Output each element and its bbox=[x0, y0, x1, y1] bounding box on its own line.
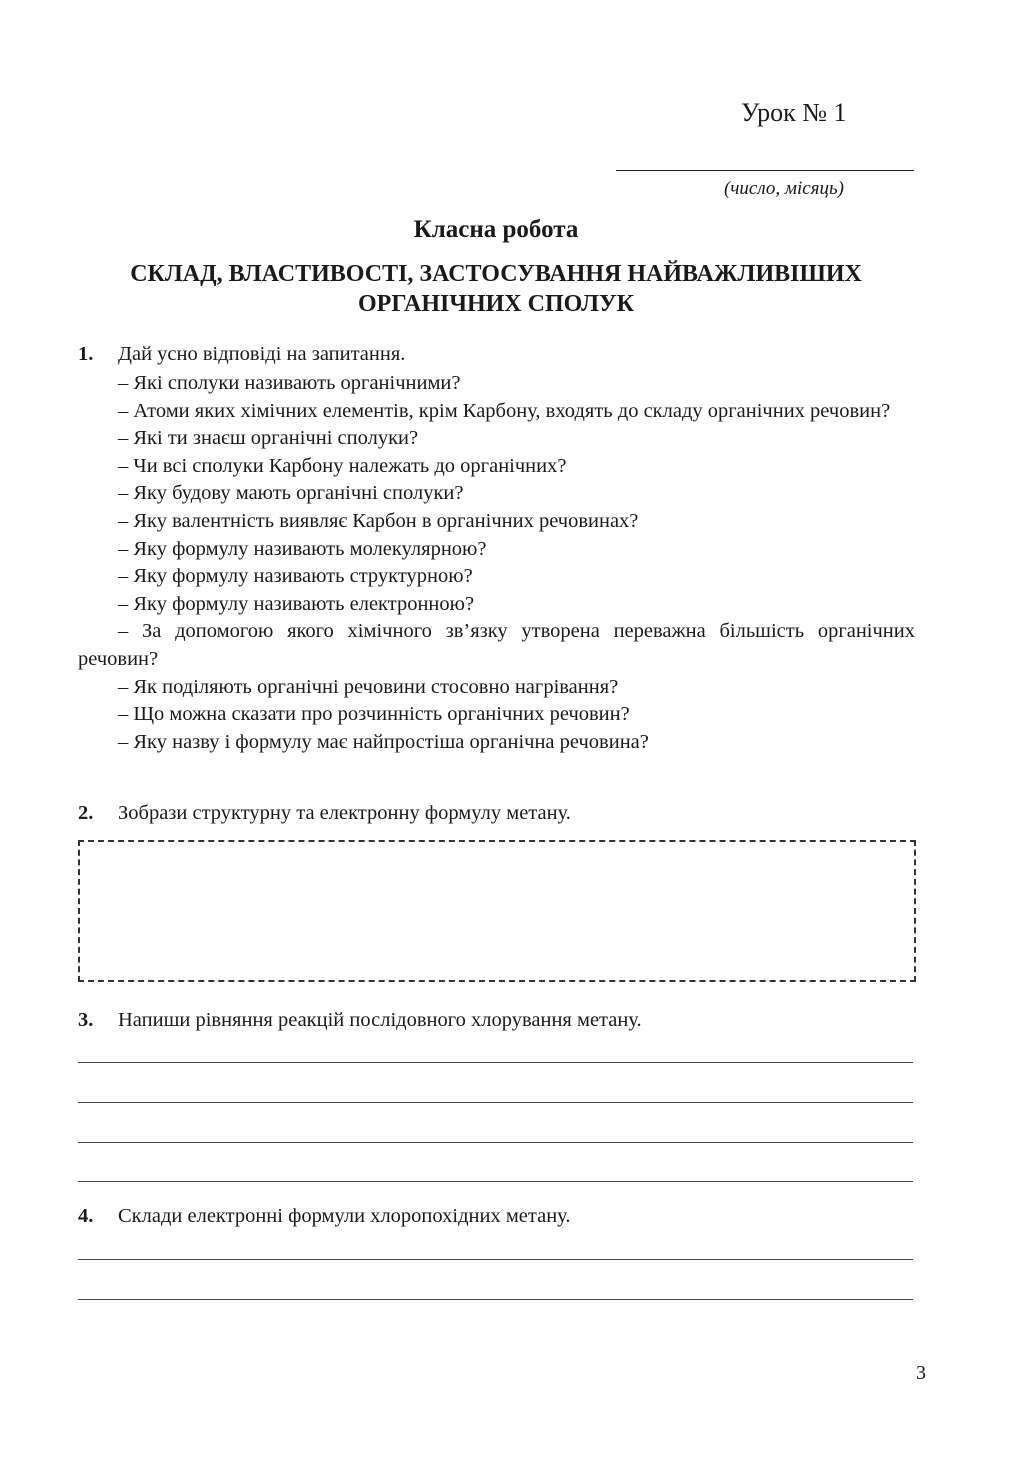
topic-title-line-2: ОРГАНІЧНИХ СПОЛУК bbox=[358, 291, 634, 317]
task-1 bbox=[78, 343, 915, 366]
answer-line[interactable] bbox=[78, 1259, 913, 1260]
answer-line[interactable] bbox=[78, 1062, 913, 1063]
answer-line[interactable] bbox=[78, 1181, 913, 1182]
task-text: Зобрази структурну та електронну формулу метану. bbox=[118, 802, 571, 824]
question-item: – Що можна сказати про розчинність органічних речовин? bbox=[118, 703, 630, 726]
question-item: – Атоми яких хімічних елементів, крім Карбону, входять до складу органічних речовин? bbox=[118, 399, 891, 422]
task-3 bbox=[78, 1009, 915, 1032]
task-number: 1. bbox=[78, 343, 94, 365]
question-item: – Яку будову мають органічні сполуки? bbox=[118, 482, 464, 505]
question-item: – За допомогою якого хімічного зв’язку утворена переважна більшість органічних речовин? bbox=[78, 620, 915, 670]
question-item: – Яку формулу називають електронною? bbox=[118, 592, 475, 615]
question-item: – Чи всі сполуки Карбону належать до органічних? bbox=[118, 454, 567, 477]
question-list bbox=[78, 370, 915, 756]
task-4 bbox=[78, 1205, 915, 1228]
answer-line[interactable] bbox=[78, 1299, 913, 1300]
question-item: – Які ти знаєш органічні сполуки? bbox=[118, 427, 419, 450]
date-caption: (число, місяць) bbox=[724, 178, 844, 199]
task-text: Дай усно відповіді на запитання. bbox=[118, 343, 406, 365]
task-text: Склади електронні формули хлоропохідних метану. bbox=[118, 1205, 571, 1227]
lesson-number: Урок № 1 bbox=[741, 98, 847, 127]
question-item: – Як поділяють органічні речовини стосовно нагрівання? bbox=[118, 675, 619, 698]
date-input-line[interactable] bbox=[616, 170, 914, 171]
question-item: – Які сполуки називають органічними? bbox=[118, 372, 461, 394]
task-number: 2. bbox=[78, 802, 94, 824]
answer-line[interactable] bbox=[78, 1142, 913, 1143]
page-number: 3 bbox=[916, 1362, 926, 1384]
topic-title-line-1: СКЛАД, ВЛАСТИВОСТІ, ЗАСТОСУВАННЯ НАЙВАЖЛИВІШИХ bbox=[130, 261, 862, 287]
task-2 bbox=[78, 802, 915, 825]
topic-title bbox=[0, 259, 992, 319]
question-item: – Яку назву і формулу має найпростіша органічна речовина? bbox=[118, 730, 649, 753]
task-number: 4. bbox=[78, 1205, 94, 1227]
question-item: – Яку валентність виявляє Карбон в органічних речовинах? bbox=[118, 509, 639, 532]
answer-line[interactable] bbox=[78, 1102, 913, 1103]
drawing-answer-box[interactable] bbox=[78, 840, 916, 982]
task-text: Напиши рівняння реакцій послідовного хлорування метану. bbox=[118, 1009, 642, 1031]
question-item: – Яку формулу називають молекулярною? bbox=[118, 537, 487, 560]
task-number: 3. bbox=[78, 1009, 94, 1031]
question-item: – Яку формулу називають структурною? bbox=[118, 565, 473, 588]
work-type-heading: Класна робота bbox=[413, 216, 579, 243]
